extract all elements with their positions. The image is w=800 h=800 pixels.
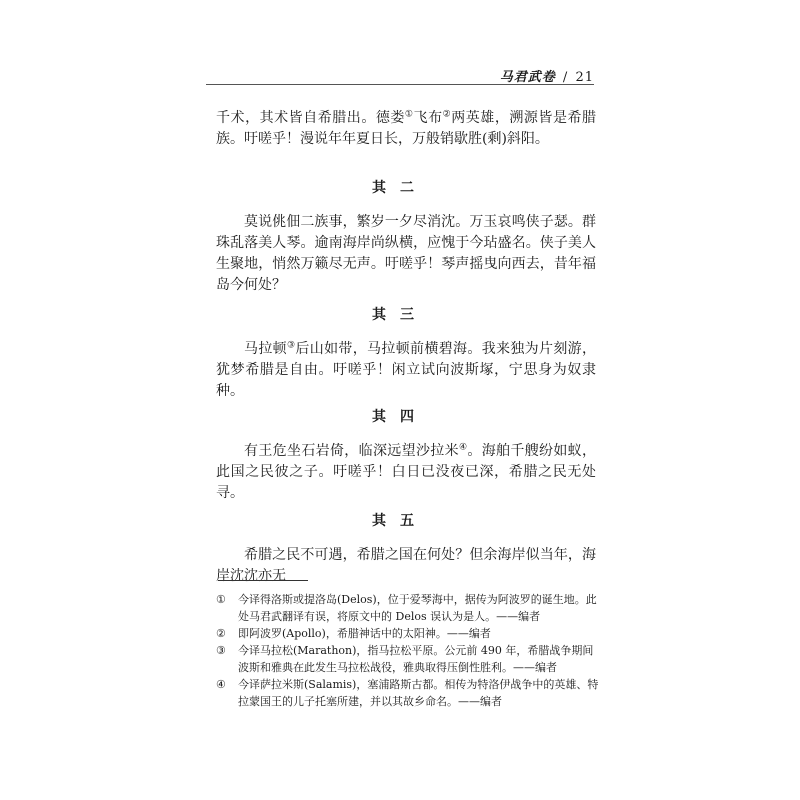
footnote-ref-3: ③ (287, 340, 296, 351)
paragraph-text: 。海舶千艘纷如蚁，此国之民彼之子。吁嗟乎！白日已没夜已深，希腊之民无处寻。 (216, 443, 596, 501)
footnote-number: ③ (216, 644, 226, 657)
section-title-5: 其五 (372, 513, 428, 529)
footnote-item (216, 642, 600, 676)
footnote-number: ① (216, 593, 226, 606)
section-title-3: 其三 (372, 307, 428, 323)
footnotes (216, 591, 600, 710)
header-rule (206, 84, 594, 85)
footnote-text: 今译萨拉米斯(Salamis)，塞浦路斯古都。相传为特洛伊战争中的英雄、特拉蒙国王的儿子托塞所建，并以其故乡命名。——编者 (238, 678, 599, 708)
paragraph-2: 莫说佻佃二族事，繁岁一夕尽消沈。万玉哀鸣侠子瑟。群珠乱落美人琴。逾南海岸尚纵横，应愧于今玷盛名。侠子美人生聚地，悄然万籁尽无声。吁嗟乎！琴声摇曳向西去，昔年福岛今何处？ (216, 214, 596, 293)
paragraph-text: 后山如带，马拉顿前横碧海。我来独为片刻游，犹梦希腊是自由。吁嗟乎！闲立试向波斯塚，宁思身为奴隶种。 (216, 341, 597, 399)
footnote-ref-4: ④ (458, 442, 468, 453)
section-title-2: 其二 (372, 180, 428, 196)
footnote-text: 今译得洛斯或提洛岛(Delos)，位于爱琴海中，据传为阿波罗的诞生地。此处马君武翻译有误，将原文中的 Delos 误认为是人。——编者 (238, 593, 597, 623)
paragraph-3 (216, 339, 596, 402)
paragraph-text: 马拉顿 (244, 341, 287, 357)
book-title: 马君武卷 (499, 70, 556, 85)
paragraph-text: 两英雄，溯源皆是希腊族。吁嗟乎！漫说年年夏日长，万般销歇胜(剩)斜阳。 (216, 110, 597, 147)
footnote-item (216, 625, 600, 642)
running-header (500, 66, 594, 85)
footnote-number: ④ (216, 678, 226, 691)
footnote-ref-2: ② (442, 109, 452, 120)
footnote-item (216, 591, 600, 625)
paragraph-text: 千术，其术皆自希腊出。德娄 (216, 110, 405, 126)
paragraph-5: 希腊之民不可遇，希腊之国在何处？但余海岸似当年，海岸沈沈亦无 (216, 547, 596, 584)
footnote-text: 今译马拉松(Marathon)，指马拉松平原。公元前 490 年，希腊战争期间波斯和雅典在此发生马拉松战役，雅典取得压倒性胜利。——编者 (238, 644, 594, 674)
section-title-4: 其四 (372, 409, 428, 425)
page-number: 21 (575, 70, 594, 85)
header-separator: / (562, 70, 569, 85)
paragraph-text: 飞布 (413, 110, 443, 126)
footnote-rule (218, 580, 308, 581)
footnote-text: 即阿波罗(Apollo)，希腊神话中的太阳神。——编者 (238, 627, 491, 640)
paragraph-continuation (216, 108, 596, 150)
footnote-item (216, 676, 600, 710)
paragraph-text: 有王危坐石岩倚，临深远望沙拉米 (244, 443, 459, 459)
footnote-number: ② (216, 627, 226, 640)
footnote-ref-1: ① (404, 109, 414, 120)
paragraph-4 (216, 441, 596, 504)
